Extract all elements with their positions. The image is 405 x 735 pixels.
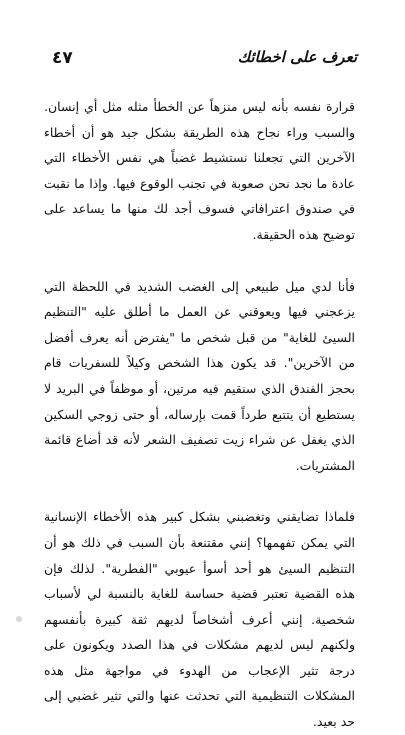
page-header — [52, 48, 357, 74]
page-number: ٤٧ — [52, 48, 73, 68]
paragraph: فأنا لدي ميل طبيعي إلى الغضب الشديد في اللحظة التي يزعجني فيها ويعوقني عن العمل ما أطلق عليه "التنظيم السيئ للغاية" من قبل شخص ما "يفترض أنه يعرف أفضل من الآخرين". قد يكون هذا الشخص وكيلاً للسفريات قام بحجز الفندق الذي سنقيم فيه مرتين، أو موظفاً في البريد لا يستطيع أن يتتبع طرداً قمت بإرساله، أو حتى زوجي السكين الذي يغفل عن شراء زيت تصفيف الشعر لأنه قد أضاع قائمة المشتريات. — [44, 278, 355, 473]
scan-speck — [16, 616, 22, 622]
body-text — [44, 94, 355, 735]
paragraph: فلماذا تضايقني وتغضبني بشكل كبير هذه الأخطاء الإنسانية التي يمكن تفهمها؟ إنني مقتنعة بأن السبب في ذلك هو أن التنظيم السيئ هو أحد أسوأ عيوبي "الفطرية". لذلك فإن هذه القضية تعتبر قضية حساسة للغاية بالنسبة لي لأسباب شخصية. إنني أعرف أشخاصاً لديهم ثقة كبيرة بأنفسهم ولكنهم ليس لديهم مشكلات في هذا الصدد ويكونون على درجة تثير الإعجاب من الهدوء في مواجهة مثل هذه المشكلات التنظيمية التي تحدثت عنها والتي تثير غضبي إلى حد بعيد. — [44, 509, 355, 730]
running-title: تعرف على اخطائك — [237, 48, 357, 66]
paragraph: قرارة نفسه بأنه ليس منزهاً عن الخطأ مثله مثل أي إنسان. والسبب وراء نجاح هذه الطريقة بشكل جيد هو أن أخطاء الآخرين التي تجعلنا نستشيط غضباً هي نفس الأخطاء التي عادة ما نجد نحن صعوبة في تجنب الوقوع فيها. وإذا ما نقبت في صندوق اعترافاتي فسوف أجد لك منها ما يساعد على توضيح هذه الحقيقة. — [44, 99, 355, 242]
